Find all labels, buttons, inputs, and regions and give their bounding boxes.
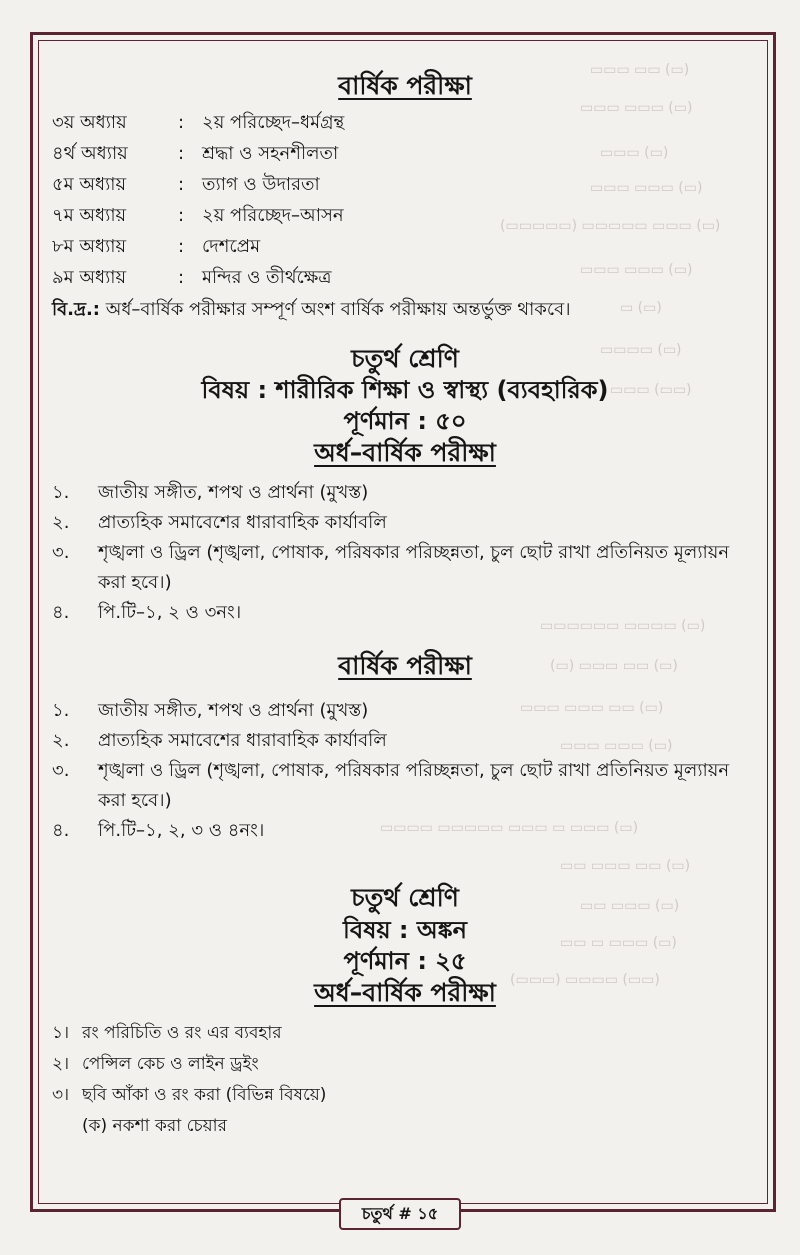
chapter-row [52, 107, 758, 138]
note [52, 295, 758, 325]
chapter-name: ৯ম অধ্যায় [52, 266, 127, 288]
item-text: জাতীয় সঙ্গীত, শপথ ও প্রার্থনা (মুখস্ত) [98, 700, 369, 722]
item-number: ৪. [52, 820, 70, 842]
list-item [52, 508, 758, 538]
item-number: ১। [52, 1022, 70, 1043]
list-item [52, 816, 758, 846]
separator: : [178, 111, 185, 133]
item-text: জাতীয় সঙ্গীত, শপথ ও প্রার্থনা (মুখস্ত) [98, 481, 369, 503]
list-item [52, 756, 758, 816]
chapter-topic: মন্দির ও তীর্থক্ষেত্র [202, 266, 332, 288]
item-number: ৪. [52, 601, 70, 623]
drawing-list [52, 1018, 758, 1142]
section-title: বার্ষিক পরীক্ষা [338, 71, 472, 100]
item-text: পি.টি–১, ২, ৩ ও ৪নং। [98, 820, 265, 842]
list-item [52, 598, 758, 628]
list-item [52, 538, 758, 598]
item-number: ১. [52, 481, 70, 503]
separator: : [178, 266, 185, 288]
item-text: পি.টি–১, ২ ও ৩নং। [98, 601, 242, 623]
page-number-label: চতুর্থ # ১৫ [339, 1198, 461, 1230]
class-title: চতুর্থ শ্রেণি [351, 883, 459, 913]
chapter-name: ৩য় অধ্যায় [52, 111, 127, 133]
half-yearly-title: অর্ধ–বার্ষিক পরীক্ষা [314, 438, 496, 468]
subject-title: বিষয় : অঙ্কন [342, 915, 468, 944]
yearly-list [52, 696, 758, 846]
item-number: ১. [52, 700, 70, 722]
chapter-row [52, 262, 758, 293]
page-content [52, 70, 758, 1142]
separator: : [178, 142, 185, 164]
chapter-name: ৭ম অধ্যায় [52, 204, 127, 226]
item-number: ২। [52, 1053, 70, 1074]
section-drawing [52, 882, 758, 1141]
separator: : [178, 204, 185, 226]
section-yearly-exam-religion [52, 70, 758, 325]
chapter-name: ৫ম অধ্যায় [52, 173, 127, 195]
chapter-topic: শ্রদ্ধা ও সহনশীলতা [202, 142, 339, 164]
class-title: চতুর্থ শ্রেণি [351, 343, 459, 373]
subject-title: বিষয় : শারীরিক শিক্ষা ও স্বাস্থ্য (ব্যবহারিক) [201, 376, 609, 404]
sub-item: (ক) নকশা করা চেয়ার [82, 1115, 227, 1136]
item-text: প্রাত্যহিক সমাবেশের ধারাবাহিক কার্যাবলি [98, 511, 387, 533]
chapter-row [52, 200, 758, 231]
list-item [52, 1018, 758, 1049]
chapter-name: ৪র্থ অধ্যায় [52, 142, 128, 164]
yearly-title: বার্ষিক পরীক্ষা [338, 650, 472, 680]
item-text: রং পরিচিতি ও রং এর ব্যবহার [82, 1022, 282, 1043]
full-marks: পূর্ণমান : ২৫ [343, 947, 467, 976]
full-marks: পূর্ণমান : ৫০ [343, 407, 467, 436]
item-number: ৩. [52, 541, 70, 563]
chapter-topic: ত্যাগ ও উদারতা [202, 173, 320, 195]
note-text: অর্ধ–বার্ষিক পরীক্ষার সম্পূর্ণ অংশ বার্ষিক পরীক্ষায় অন্তর্ভুক্ত থাকবে। [100, 298, 571, 320]
half-yearly-list [52, 478, 758, 628]
item-number: ২. [52, 511, 70, 533]
item-number: ৩. [52, 760, 70, 782]
list-item [52, 726, 758, 756]
list-item [52, 1080, 758, 1111]
chapter-list [52, 107, 758, 293]
item-text: ছবি আঁকা ও রং করা (বিভিন্ন বিষয়ে) [82, 1084, 327, 1105]
item-text: শৃঙ্খলা ও ড্রিল (শৃঙ্খলা, পোষাক, পরিষকার পরিচ্ছন্নতা, চুল ছোট রাখা প্রতিনিয়ত মূল্যায়ন করা হবে।) [98, 760, 730, 812]
chapter-row [52, 231, 758, 262]
item-text: পেন্সিল কেচ ও লাইন ড্রইং [82, 1053, 259, 1074]
chapter-name: ৮ম অধ্যায় [52, 235, 127, 257]
separator: : [178, 173, 185, 195]
list-item [52, 478, 758, 508]
list-item [52, 1049, 758, 1080]
item-text: প্রাত্যহিক সমাবেশের ধারাবাহিক কার্যাবলি [98, 730, 387, 752]
chapter-row [52, 138, 758, 169]
section-physical-education [52, 343, 758, 847]
chapter-topic: ২য় পরিচ্ছেদ–আসন [202, 204, 344, 226]
item-number: ২. [52, 730, 70, 752]
item-text: শৃঙ্খলা ও ড্রিল (শৃঙ্খলা, পোষাক, পরিষকার পরিচ্ছন্নতা, চুল ছোট রাখা প্রতিনিয়ত মূল্যায়ন করা হবে।) [98, 541, 730, 593]
chapter-topic: দেশপ্রেম [202, 235, 261, 257]
list-item [52, 696, 758, 726]
separator: : [178, 235, 185, 257]
item-number: ৩। [52, 1084, 70, 1105]
chapter-row [52, 169, 758, 200]
chapter-topic: ২য় পরিচ্ছেদ–ধর্মগ্রন্থ [202, 111, 345, 133]
note-label: বি.দ্র.: [52, 298, 101, 320]
half-yearly-title: অর্ধ–বার্ষিক পরীক্ষা [314, 978, 496, 1008]
